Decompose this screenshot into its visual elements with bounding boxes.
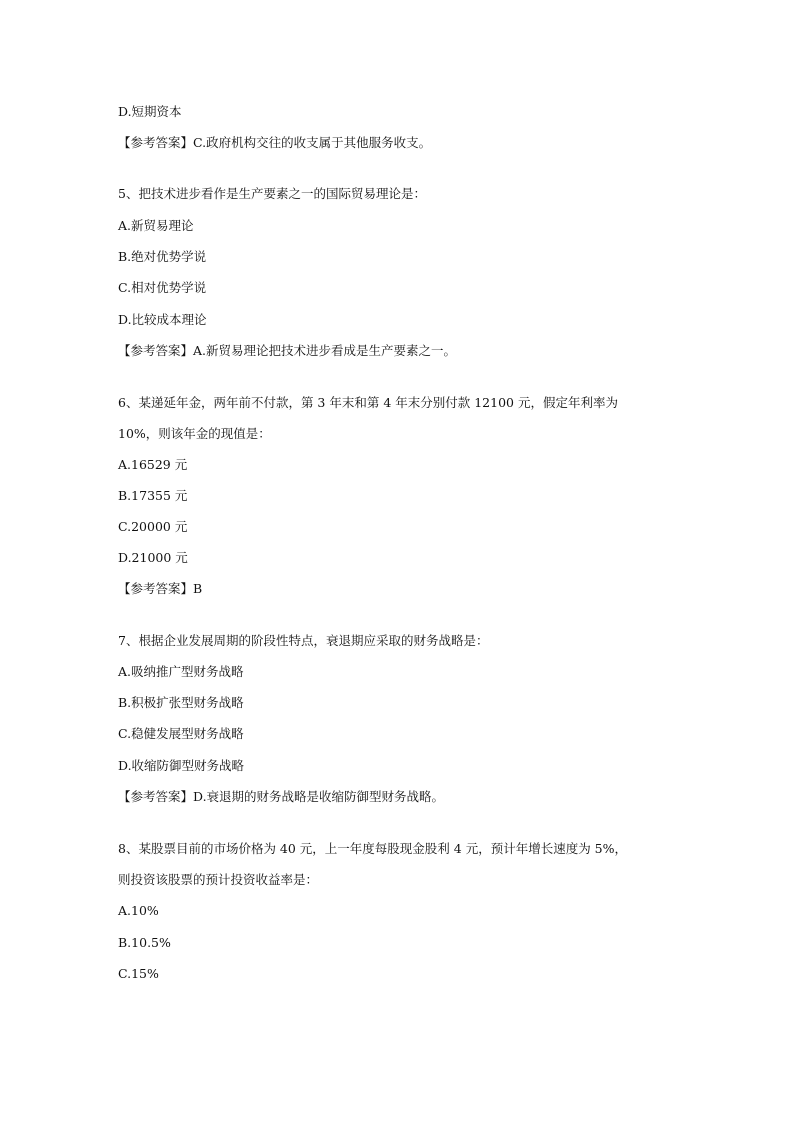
q5-option-b: B.绝对优势学说 [118, 249, 207, 264]
q5-question: 5、把技术进步看作是生产要素之一的国际贸易理论是： [118, 186, 426, 201]
q7-option-d: D.收缩防御型财务战略 [118, 758, 245, 773]
q7-option-a: A.吸纳推广型财务战略 [118, 664, 244, 679]
q6-option-d: D.21000 元 [118, 550, 188, 565]
q8-question-line1: 8、某股票目前的市场价格为 40 元，上一年度每股现金股利 4 元，预计年增长速度为 5%， [118, 841, 628, 856]
q5-option-c: C.相对优势学说 [118, 280, 207, 295]
q5-option-d: D.比较成本理论 [118, 312, 207, 327]
q6-option-b: B.17355 元 [118, 488, 188, 503]
q6-question-line2: 10%，则该年金的现值是： [118, 426, 271, 441]
q4-option-d: D.短期资本 [118, 104, 182, 119]
q6-answer: 【参考答案】B [118, 581, 203, 596]
q7-option-b: B.积极扩张型财务战略 [118, 695, 244, 710]
q8-option-c: C.15% [118, 966, 159, 981]
q7-answer: 【参考答案】D.衰退期的财务战略是收缩防御型财务战略。 [118, 789, 445, 804]
q8-option-b: B.10.5% [118, 935, 171, 950]
q5-option-a: A.新贸易理论 [118, 218, 194, 233]
q8-option-a: A.10% [118, 903, 159, 918]
q7-question: 7、根据企业发展周期的阶段性特点，衰退期应采取的财务战略是： [118, 633, 489, 648]
q5-answer: 【参考答案】A.新贸易理论把技术进步看成是生产要素之一。 [118, 343, 457, 358]
q4-answer: 【参考答案】C.政府机构交往的收支属于其他服务收支。 [118, 135, 432, 150]
q6-question-line1: 6、某递延年金，两年前不付款，第 3 年末和第 4 年末分别付款 12100 元，假定年利率为 [118, 395, 618, 410]
q8-question-line2: 则投资该股票的预计投资收益率是： [118, 872, 319, 887]
q7-option-c: C.稳健发展型财务战略 [118, 726, 244, 741]
q6-option-c: C.20000 元 [118, 519, 188, 534]
q6-option-a: A.16529 元 [118, 457, 188, 472]
